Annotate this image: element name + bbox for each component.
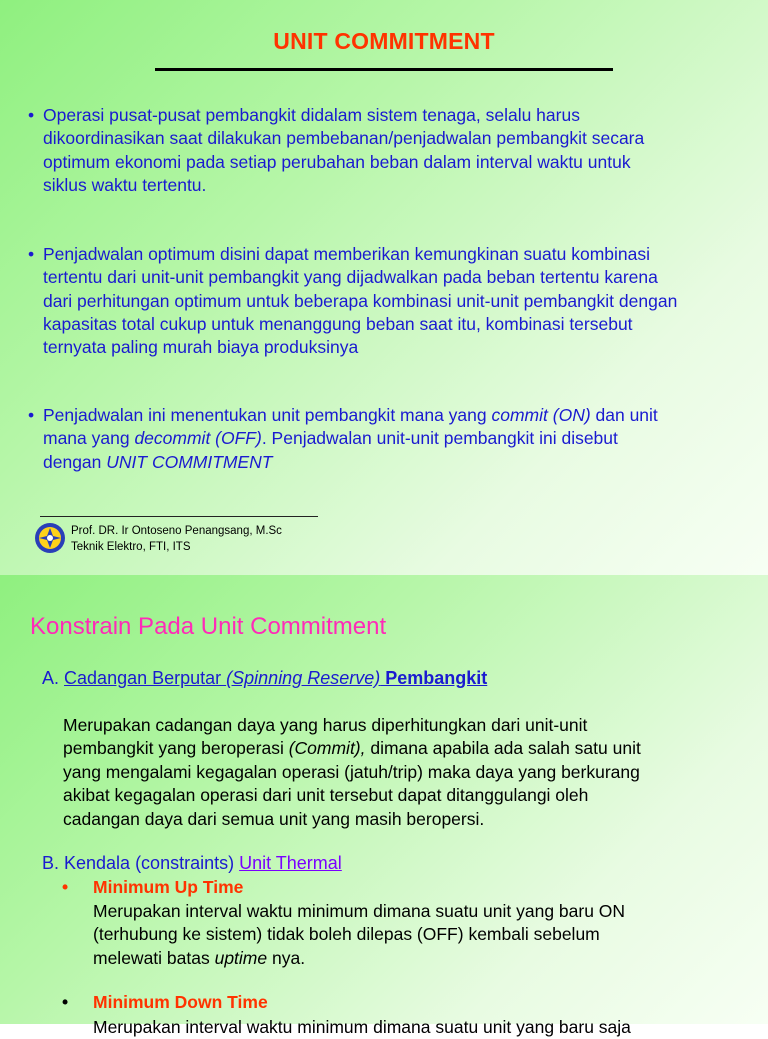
slide-title: Konstrain Pada Unit Commitment (30, 613, 387, 640)
bullet-dot: • (28, 244, 35, 264)
bullet-dot: • (28, 105, 35, 125)
bullet-item (28, 104, 748, 197)
footer-credit (71, 524, 282, 555)
footer-author: Prof. DR. Ir Ontoseno Penangsang, M.Sc (71, 525, 282, 537)
subitem-minimum-up-time (62, 877, 243, 898)
bullet-dot: • (62, 992, 69, 1012)
subitem-paragraph: Merupakan interval waktu minimum dimana suatu unit yang baru saja (93, 1017, 631, 1037)
bullet-text: Penjadwalan ini menentukan unit pembangkit mana yang commit (ON) dan unit mana yang decommit (OFF). Penjadwalan unit-unit pembangkit ini disebut dengan UNIT COMMITMENT (43, 405, 658, 472)
bullet-dot: • (28, 405, 35, 425)
bullet-item (28, 243, 748, 359)
bullet-text: Penjadwalan optimum disini dapat memberikan kemungkinan suatu kombinasi tertentu dari unit-unit pembangkit yang dijadwalkan pada beban tertentu karena dari perhitungan optimum untuk beberapa kombinasi unit-unit pembangkit dengan kapasitas total cukup untuk menanggung beban saat itu, kombinasi tersebut ternyata paling murah biaya produksinya (43, 244, 678, 358)
title-underline (155, 68, 613, 71)
footer-affiliation: Teknik Elektro, FTI, ITS (71, 540, 191, 553)
subitem-title: Minimum Up Time (93, 877, 244, 897)
section-b-heading: B. Kendala (constraints) Unit Thermal (42, 853, 342, 873)
section-a-heading: A. Cadangan Berputar (Spinning Reserve) Pembangkit (42, 668, 488, 688)
commit-term: commit (ON) (491, 405, 591, 425)
slide-title: UNIT COMMITMENT (273, 28, 495, 54)
section-a-paragraph: Merupakan cadangan daya yang harus diperhitungkan dari unit-unit pembangkit yang beroperasi (Commit), dimana apabila ada salah satu unit yang mengalami kegagalan operasi (jatuh/trip) maka daya yang berkurang akibat kegagalan operasi dari unit tersebut dapat ditanggulangi oleh cadangan daya dari semua unit yang masih beropersi. (63, 715, 641, 829)
footer-divider (40, 516, 318, 517)
decommit-term: decommit (OFF) (134, 428, 262, 449)
subitem-paragraph: Merupakan interval waktu minimum dimana suatu unit yang baru ON (terhubung ke sistem) tidak boleh dilepas (OFF) kembali sebelum melewati batas uptime nya. (93, 901, 626, 968)
bullet-text: Operasi pusat-pusat pembangkit didalam sistem tenaga, selalu harus dikoordinasikan saat dilakukan pembebanan/penjadwalan pembangkit secara optimum ekonomi pada setiap perubahan beban dalam interval waktu untuk siklus waktu tertentu. (43, 105, 645, 195)
bullet-dot: • (62, 877, 69, 897)
subitem-minimum-down-time (62, 992, 268, 1013)
unit-commitment-term: UNIT COMMITMENT (106, 451, 273, 472)
subitem-title: Minimum Down Time (93, 992, 268, 1012)
slide-konstrain (0, 575, 768, 1037)
its-logo-icon (34, 522, 66, 554)
bullet-item (28, 404, 748, 474)
